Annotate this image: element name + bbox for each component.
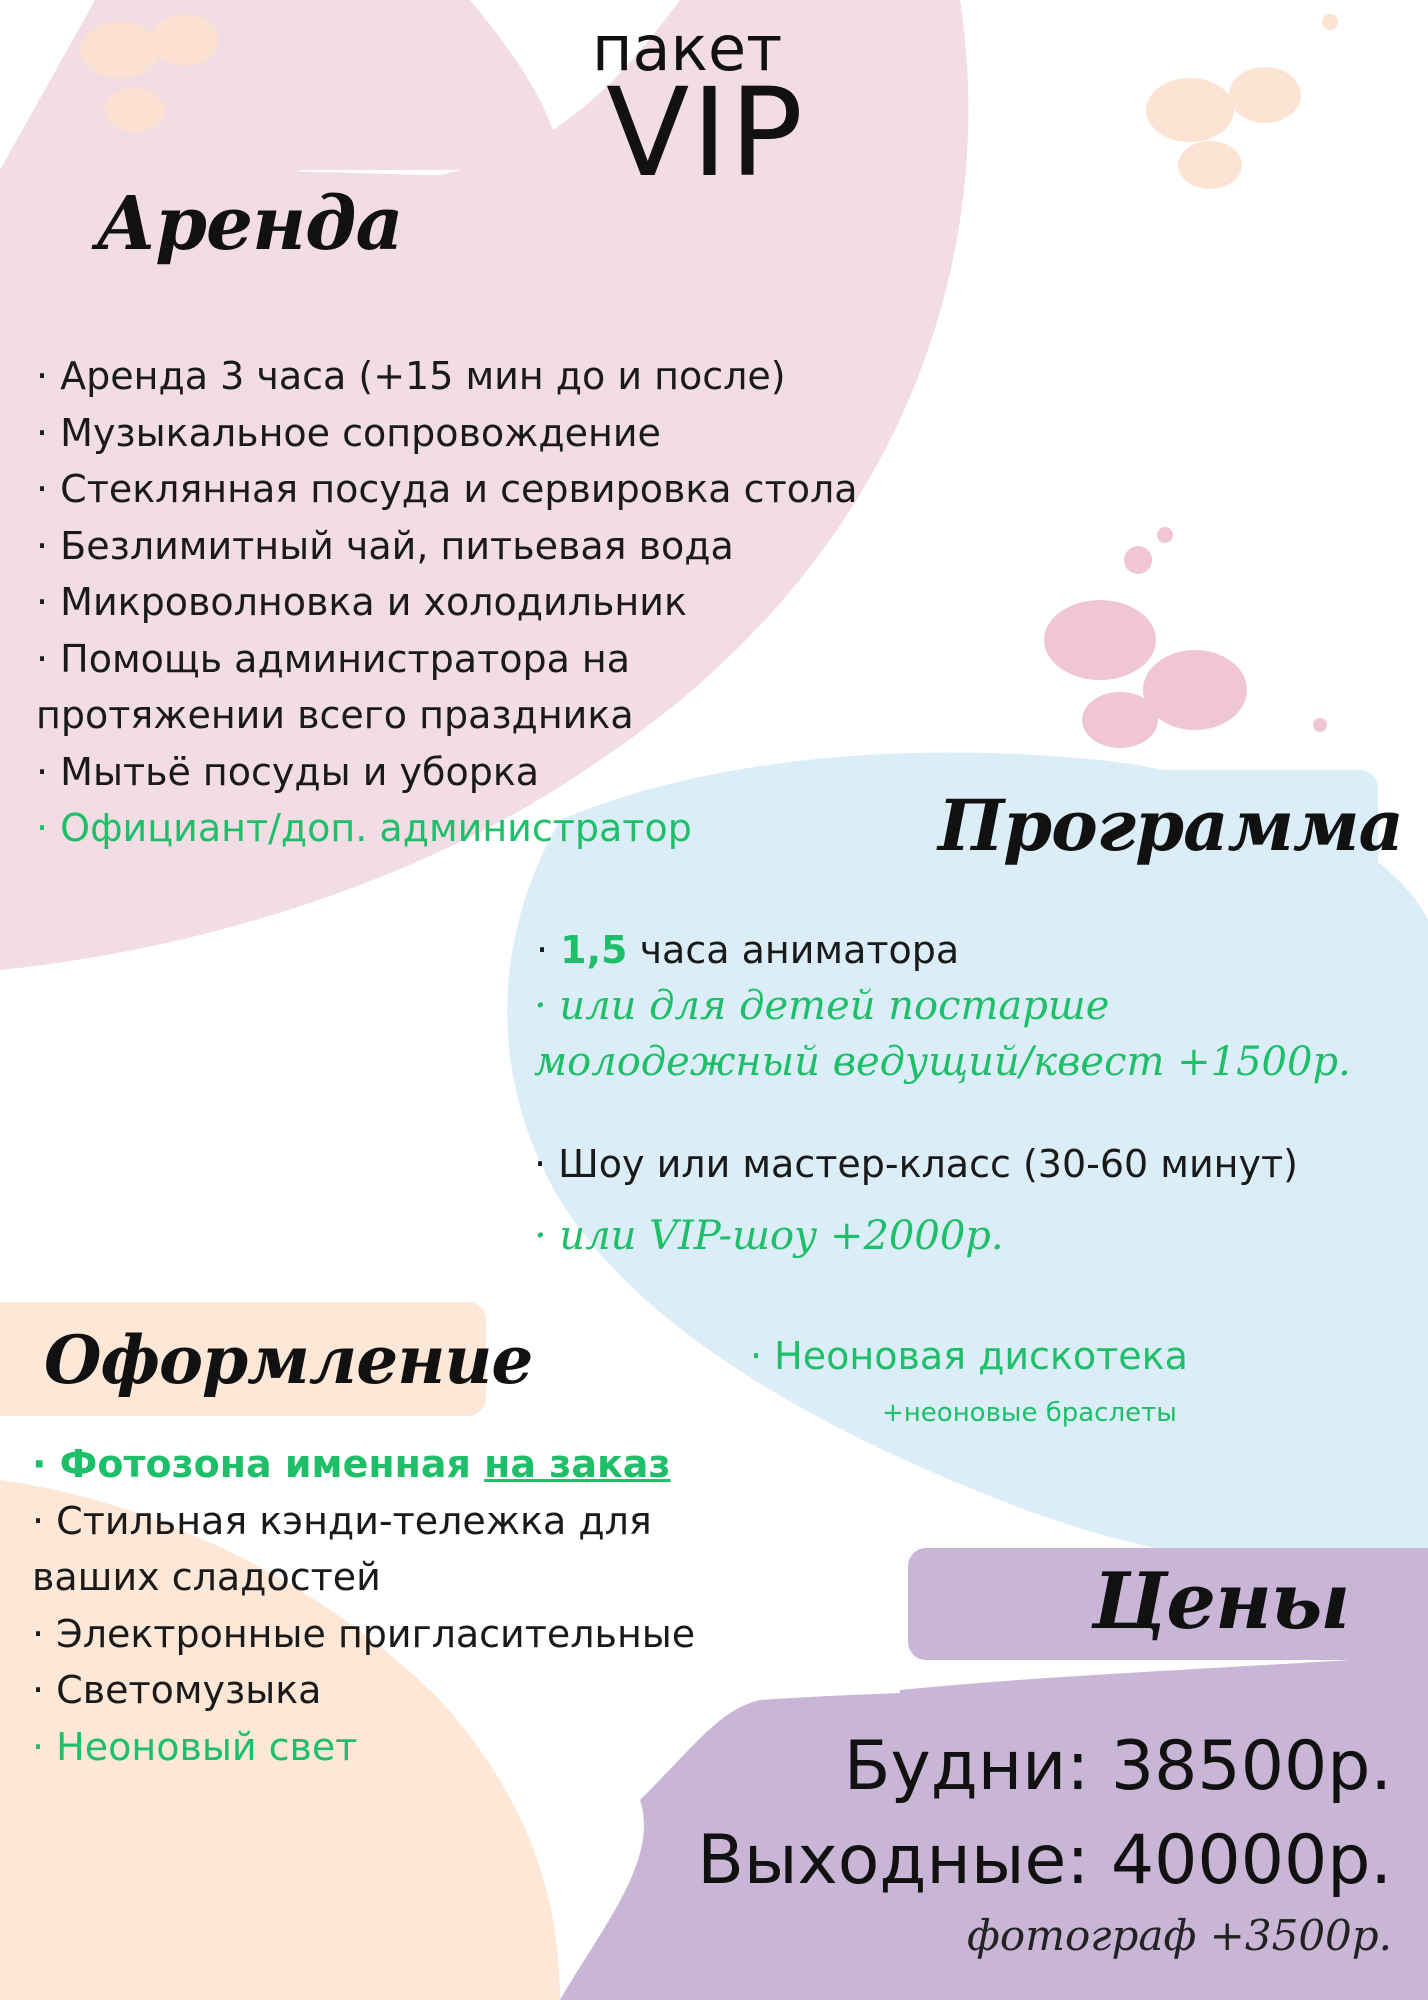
rental-section-title: Аренда [96,181,403,267]
disco-note: +неоновые браслеты [882,1398,1177,1428]
photographer-price: фотограф +3500р. [967,1911,1392,1960]
program-alt-line2: молодежный ведущий/квест +1500р. [534,1039,1351,1085]
decor-section-title: Оформление [44,1321,533,1399]
disco-item: · Неоновая дискотека [750,1334,1188,1378]
price-weekends: Выходные: 40000р. [697,1821,1392,1900]
list-item: · Мытьё посуды и уборка [36,749,540,794]
list-item: · Светомузыка [32,1668,322,1712]
list-item: · Стильная кэнди-тележка для [32,1498,652,1543]
list-item: протяжении всего праздника [36,693,634,737]
photozone-order-link[interactable]: на заказ [484,1442,671,1486]
animator-text: часа аниматора [627,928,960,972]
list-item: ваших сладостей [32,1555,381,1599]
list-item: · Помощь администратора на [36,636,631,681]
decor-list [32,1436,695,1775]
list-item: · Безлимитный чай, питьевая вода [36,523,734,568]
list-item: · Электронные пригласительные [32,1611,696,1656]
list-item-highlight: · Неоновый свет [32,1724,358,1769]
price-weekdays: Будни: 38500р. [843,1727,1392,1806]
list-item: · Музыкальное сопровождение [36,410,661,455]
animator-item [536,922,959,979]
program-alt-line1: · или для детей постарше [534,983,1110,1029]
animator-bullet: · [536,928,561,972]
package-label: пакет [592,12,783,85]
program-section-title: Программа [938,784,1403,867]
list-item-highlight: · Официант/доп. администратор [36,806,692,850]
animator-hours: 1,5 [560,928,628,972]
photozone-item [32,1436,695,1493]
list-item: · Аренда 3 часа (+15 мин до и после) [36,354,786,398]
show-item: · Шоу или мастер-класс (30-60 минут) [534,1142,1298,1186]
prices-section-title: Цены [1092,1556,1350,1647]
photozone-label: · Фотозона именная [32,1442,485,1486]
list-item: · Микроволновка и холодильник [36,580,687,624]
list-item: · Стеклянная посуда и сервировка стола [36,467,858,511]
package-title: VIP [606,62,806,204]
rental-list [36,348,858,857]
show-alt: · или VIP-шоу +2000р. [534,1213,1004,1259]
